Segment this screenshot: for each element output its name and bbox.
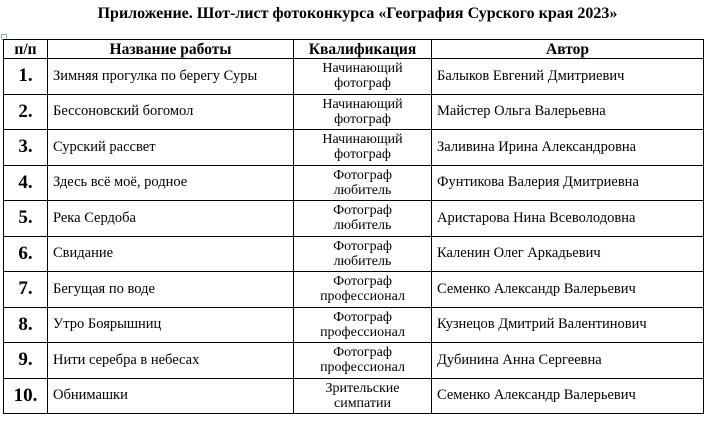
author-cell: Аристарова Нина Всеволодовна xyxy=(432,201,704,237)
row-number: 3. xyxy=(4,130,48,166)
qualification-cell xyxy=(294,59,432,95)
qualification-cell xyxy=(294,165,432,201)
qualification-line-2: профессионал xyxy=(320,360,405,376)
work-title-cell: Обнимашки xyxy=(48,378,294,414)
qualification-line-1: Фотограф xyxy=(333,238,392,254)
author-cell: Семенко Александр Валерьевич xyxy=(432,378,704,414)
author-cell: Балыков Евгений Дмитриевич xyxy=(432,59,704,95)
table-row xyxy=(4,94,704,130)
table-row xyxy=(4,130,704,166)
work-title-cell: Утро Боярышниц xyxy=(48,307,294,343)
work-title-cell: Нити серебра в небесах xyxy=(48,343,294,379)
qualification-line-2: фотограф xyxy=(334,147,391,163)
qualification-cell xyxy=(294,201,432,237)
work-title-cell: Река Сердоба xyxy=(48,201,294,237)
table-row xyxy=(4,307,704,343)
header-work-title: Название работы xyxy=(48,40,294,59)
table-header-row xyxy=(4,40,704,59)
row-number: 9. xyxy=(4,343,48,379)
work-title-cell: Зимняя прогулка по берегу Суры xyxy=(48,59,294,95)
shot-list-table xyxy=(3,39,704,414)
header-qualification: Квалификация xyxy=(294,40,432,59)
qualification-cell xyxy=(294,94,432,130)
row-number: 2. xyxy=(4,94,48,130)
qualification-cell xyxy=(294,343,432,379)
qualification-cell xyxy=(294,236,432,272)
header-author: Автор xyxy=(432,40,704,59)
qualification-line-1: Фотограф xyxy=(333,345,392,361)
table-row xyxy=(4,165,704,201)
work-title-cell: Бегущая по воде xyxy=(48,272,294,308)
qualification-cell xyxy=(294,272,432,308)
qualification-line-2: любитель xyxy=(333,253,392,269)
row-number: 5. xyxy=(4,201,48,237)
qualification-line-1: Фотограф xyxy=(333,309,392,325)
row-number: 8. xyxy=(4,307,48,343)
header-number: п/п xyxy=(4,40,48,59)
author-cell: Фунтикова Валерия Дмитриевна xyxy=(432,165,704,201)
author-cell: Каленин Олег Аркадьевич xyxy=(432,236,704,272)
shot-list-table-wrapper xyxy=(3,39,704,414)
table-row xyxy=(4,343,704,379)
qualification-cell xyxy=(294,130,432,166)
qualification-line-2: профессионал xyxy=(320,289,405,305)
table-row xyxy=(4,378,704,414)
qualification-line-1: Фотограф xyxy=(333,203,392,219)
qualification-cell xyxy=(294,378,432,414)
qualification-line-1: Зрительские xyxy=(325,380,400,396)
work-title-cell: Сурский рассвет xyxy=(48,130,294,166)
qualification-line-1: Начинающий xyxy=(322,61,403,77)
work-title-cell: Здесь всё моё, родное xyxy=(48,165,294,201)
row-number: 6. xyxy=(4,236,48,272)
author-cell: Заливина Ирина Александровна xyxy=(432,130,704,166)
qualification-line-2: симпатии xyxy=(333,395,391,411)
qualification-cell xyxy=(294,307,432,343)
qualification-line-1: Начинающий xyxy=(322,96,403,112)
qualification-line-2: профессионал xyxy=(320,324,405,340)
row-number: 1. xyxy=(4,59,48,95)
work-title-cell: Свидание xyxy=(48,236,294,272)
author-cell: Кузнецов Дмитрий Валентинович xyxy=(432,307,704,343)
document-title: Приложение. Шот-лист фотоконкурса «География Сурского края 2023» xyxy=(97,5,618,22)
table-row xyxy=(4,201,704,237)
qualification-line-1: Начинающий xyxy=(322,132,403,148)
row-number: 4. xyxy=(4,165,48,201)
row-number: 10. xyxy=(4,378,48,414)
table-row xyxy=(4,236,704,272)
qualification-line-1: Фотограф xyxy=(333,274,392,290)
author-cell: Майстер Ольга Валерьевна xyxy=(432,94,704,130)
qualification-line-1: Фотограф xyxy=(333,167,392,183)
qualification-line-2: фотограф xyxy=(334,111,391,127)
table-row xyxy=(4,59,704,95)
author-cell: Дубинина Анна Сергеевна xyxy=(432,343,704,379)
table-row xyxy=(4,272,704,308)
work-title-cell: Бессоновский богомол xyxy=(48,94,294,130)
row-number: 7. xyxy=(4,272,48,308)
qualification-line-2: фотограф xyxy=(334,76,391,92)
qualification-line-2: любитель xyxy=(333,218,392,234)
author-cell: Семенко Александр Валерьевич xyxy=(432,272,704,308)
qualification-line-2: любитель xyxy=(333,182,392,198)
